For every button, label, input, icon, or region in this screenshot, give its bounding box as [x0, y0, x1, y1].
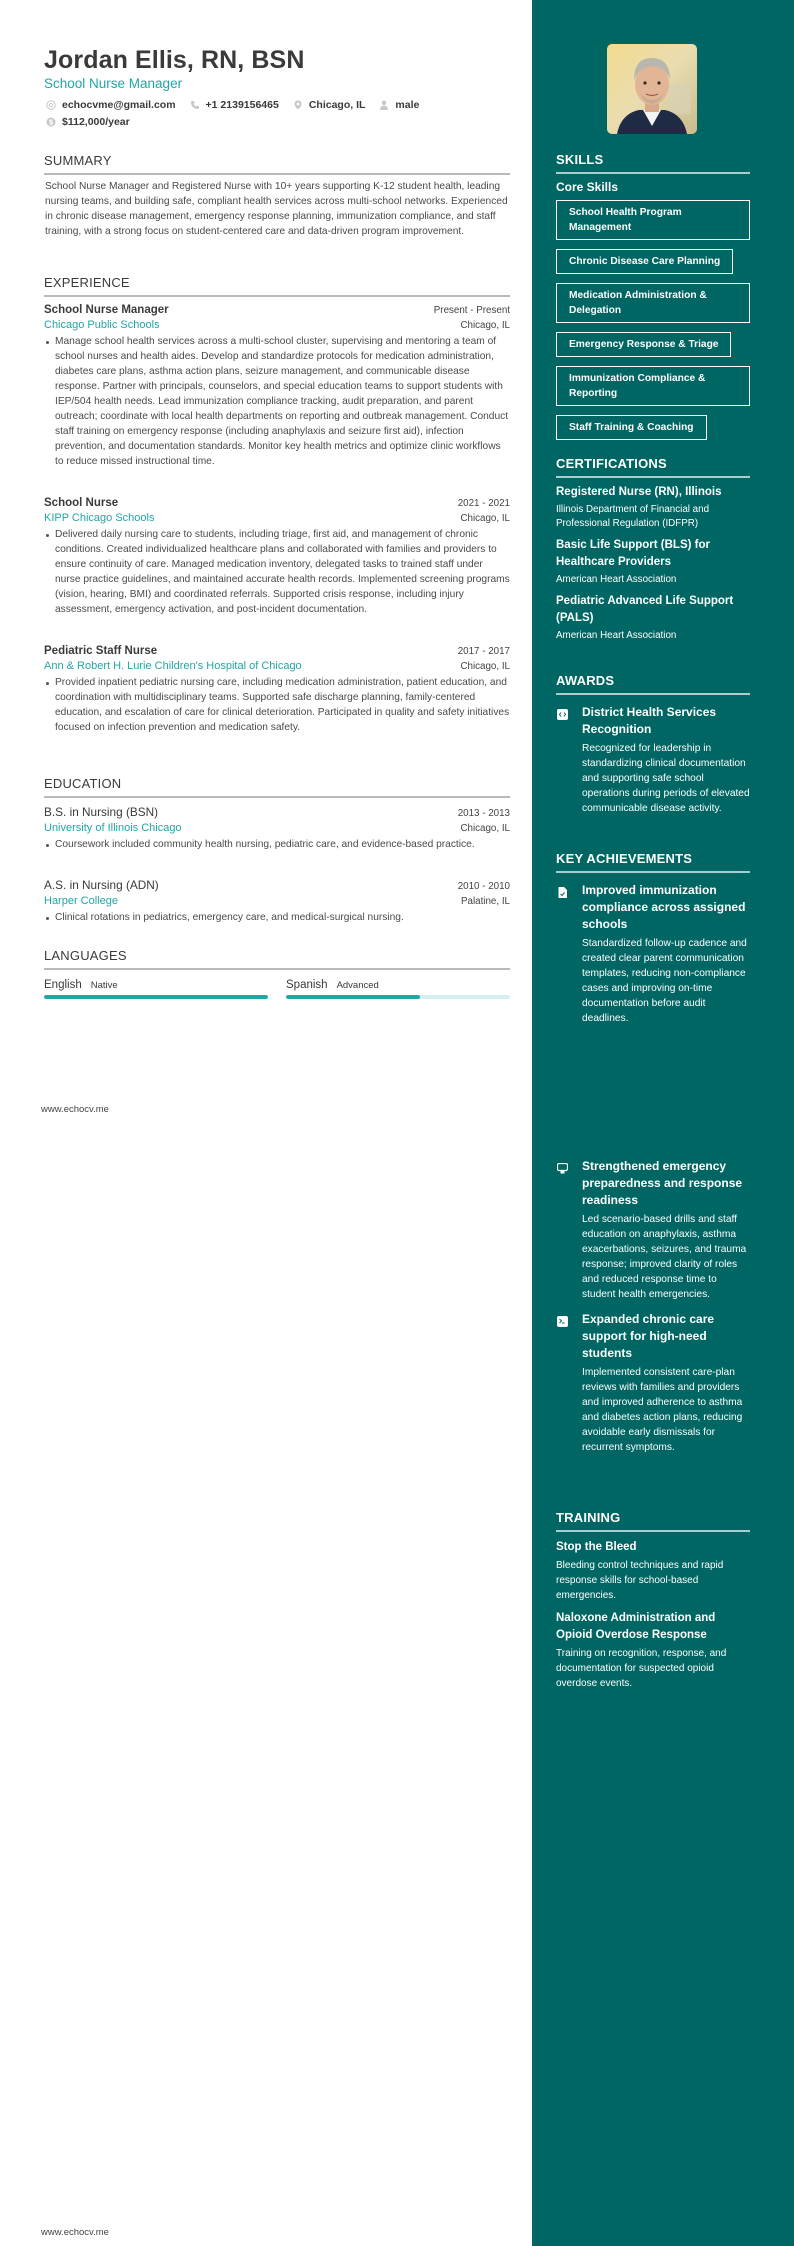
achievement-item — [556, 1158, 750, 1302]
entry-location: Chicago, IL — [460, 513, 510, 524]
achievements-section-continued — [556, 1158, 750, 1455]
entry-organization: Ann & Robert H. Lurie Children's Hospital of Chicago — [44, 660, 302, 672]
entry-bullet: Delivered daily nursing care to students, including triage, first aid, and management of chronic conditions. Created individualized healthcare plans and collaborated with families and providers to ensure continuity of care. Managed medication inventory, delegated tasks to trained staff under nurse practice guidelines, and maintained accurate health records. Implemented screening programs (vision, hearing, BMI) and coordinated referrals. Supported crisis response, including injury assessment, emergency activation, and post-incident documentation. — [44, 527, 510, 617]
entry-bullet: Provided inpatient pediatric nursing care, including medication administration, patient education, and coordination with multidisciplinary teams. Supported safe discharge planning, family-centered education, and escalation of care for clinical deterioration. Participated in quality and safety initiatives focused on infection prevention and medication safety. — [44, 675, 510, 735]
monitor-icon — [556, 1158, 578, 1302]
certification-name: Pediatric Advanced Life Support (PALS) — [556, 595, 734, 624]
training-name: Naloxone Administration and Opioid Overdose Response — [556, 1612, 716, 1641]
achievement-description: Led scenario-based drills and staff education on anaphylaxis, asthma exacerbations, seizures, and trauma response; improved clarity of roles and reduced response time to student health emergencies. — [582, 1214, 747, 1300]
entry-bullet: Manage school health services across a multi-school cluster, supervising and mentoring a team of school nurses and health aides. Develop and standardize protocols for medication administration, diabetes care plans, asthma action plans, seizure management, and communicable disease response. Partner with principals, counselors, and special education teams to support students with IEP/504 health needs. Lead immunization compliance tracking, audit preparation, and parent outreach; coordinate with local health departments on reporting and outbreak management. Conduct staff training on emergency response (including anaphylaxis and seizure first aid), infection prevention, and documentation standards. Monitor key health metrics and optimize clinic workflows to reduce missed instructional time. — [44, 334, 510, 469]
languages-list — [44, 979, 510, 999]
entry-dates: 2017 - 2017 — [457, 646, 510, 657]
contact-phone[interactable] — [190, 99, 279, 111]
training-item — [556, 1539, 750, 1603]
language-proficiency-bar — [44, 995, 268, 999]
candidate-name: Jordan Ellis, RN, BSN — [44, 46, 305, 74]
education-entry — [44, 878, 510, 925]
section-title-languages: LANGUAGES — [44, 948, 510, 970]
entry-dates: Present - Present — [433, 305, 510, 316]
language-item — [286, 979, 510, 999]
entry-school: Harper College — [44, 895, 118, 907]
entry-organization: KIPP Chicago Schools — [44, 512, 155, 524]
certification-item — [556, 537, 750, 587]
experience-entry — [44, 497, 510, 617]
training-description: Training on recognition, response, and documentation for suspected opioid overdose events. — [556, 1648, 727, 1689]
certification-item — [556, 593, 750, 643]
achievement-description: Implemented consistent care-plan reviews with families and providers and improved adherence to asthma and diabetes action plans, reducing avoidable early dismissals for recurrent symptoms. — [582, 1367, 743, 1453]
entry-role: Pediatric Staff Nurse — [44, 645, 158, 657]
achievements-section — [556, 851, 750, 1026]
certification-item — [556, 484, 750, 531]
entry-location: Palatine, IL — [460, 896, 510, 907]
entry-bullet: Clinical rotations in pediatrics, emergency care, and medical-surgical nursing. — [44, 910, 510, 925]
language-proficiency-fill — [286, 995, 420, 999]
language-level: Advanced — [336, 980, 379, 991]
skill-tag: Immunization Compliance & Reporting — [556, 366, 750, 406]
phone-icon — [190, 100, 200, 110]
language-item — [44, 979, 268, 999]
location-value: Chicago, IL — [308, 99, 366, 111]
contact-salary — [46, 116, 130, 128]
section-title-experience: EXPERIENCE — [44, 275, 510, 297]
certification-issuer: American Heart Association — [556, 630, 677, 641]
entry-dates: 2010 - 2010 — [457, 881, 510, 892]
entry-location: Chicago, IL — [460, 661, 510, 672]
experience-section — [44, 275, 510, 297]
language-proficiency-bar — [286, 995, 510, 999]
contact-row — [46, 99, 433, 111]
contact-email[interactable] — [46, 99, 176, 111]
svg-text:$: $ — [48, 118, 54, 127]
certification-issuer: American Heart Association — [556, 574, 677, 585]
entry-dates: 2021 - 2021 — [457, 498, 510, 509]
contact-gender — [379, 99, 419, 111]
award-description: Recognized for leadership in standardizing clinical documentation and supporting safe school operations during periods of elevated communicable disease activity. — [582, 743, 750, 814]
language-proficiency-fill — [44, 995, 268, 999]
skill-tag: Chronic Disease Care Planning — [556, 249, 733, 274]
summary-section — [44, 153, 510, 239]
entry-degree: A.S. in Nursing (ADN) — [44, 878, 159, 892]
education-entry — [44, 805, 510, 852]
certification-name: Basic Life Support (BLS) for Healthcare Providers — [556, 539, 710, 568]
code-badge-icon — [556, 704, 578, 816]
training-description: Bleeding control techniques and rapid response skills for school-based emergencies. — [556, 1560, 724, 1601]
entry-bullet: Coursework included community health nursing, pediatric care, and evidence-based practice. — [44, 837, 510, 852]
skill-tag: Staff Training & Coaching — [556, 415, 707, 440]
award-item — [556, 704, 750, 816]
section-title-awards: AWARDS — [556, 673, 750, 695]
footer-link-page-1[interactable]: www.echocv.me — [41, 1104, 109, 1115]
section-title-certifications: CERTIFICATIONS — [556, 456, 750, 478]
contact-location — [293, 99, 366, 111]
gender-value: male — [395, 99, 420, 111]
skill-list — [556, 200, 750, 449]
entry-location: Chicago, IL — [460, 320, 510, 331]
section-title-summary: SUMMARY — [44, 153, 510, 175]
skill-tag: School Health Program Management — [556, 200, 750, 240]
section-title-achievements: KEY ACHIEVEMENTS — [556, 851, 750, 873]
entry-dates: 2013 - 2013 — [457, 808, 510, 819]
achievement-item — [556, 882, 750, 1026]
document-check-icon — [556, 882, 578, 1026]
awards-section — [556, 673, 750, 816]
summary-text: School Nurse Manager and Registered Nurse with 10+ years supporting K-12 student health, leading nursing teams, and building safe, compliant health services across multi-school networks. Experienced in chronic disease management, emergency response planning, immunization compliance, and staff training, with a strong focus on student-centered care and data-driven program improvement. — [45, 181, 508, 237]
entry-location: Chicago, IL — [460, 823, 510, 834]
language-name: Spanish — [286, 979, 328, 991]
location-pin-icon — [293, 100, 303, 110]
footer-link-page-2[interactable]: www.echocv.me — [41, 2227, 109, 2238]
achievement-title: Expanded chronic care support for high-need students — [582, 1312, 715, 1360]
experience-entry — [44, 304, 510, 469]
education-section — [44, 776, 510, 798]
certification-name: Registered Nurse (RN), Illinois — [556, 486, 722, 498]
achievement-title: Strengthened emergency preparedness and response readiness — [582, 1159, 743, 1207]
section-title-education: EDUCATION — [44, 776, 510, 798]
achievement-title: Improved immunization compliance across assigned schools — [582, 883, 746, 931]
job-title: School Nurse Manager — [44, 76, 183, 91]
email-value: echocvme@gmail.com — [62, 99, 176, 111]
entry-organization: Chicago Public Schools — [44, 319, 160, 331]
language-name: English — [44, 979, 82, 991]
section-title-skills: SKILLS — [556, 152, 750, 174]
section-title-training: TRAINING — [556, 1510, 750, 1532]
experience-entry — [44, 645, 510, 735]
salary-value: $112,000/year — [62, 116, 130, 128]
certifications-section — [556, 456, 750, 643]
achievement-item — [556, 1311, 750, 1455]
contact-row-2 — [46, 116, 144, 128]
entry-role: School Nurse Manager — [44, 304, 169, 316]
training-name: Stop the Bleed — [556, 1541, 637, 1553]
skill-tag: Medication Administration & Delegation — [556, 283, 750, 323]
skill-tag: Emergency Response & Triage — [556, 332, 731, 357]
training-item — [556, 1610, 750, 1691]
profile-photo — [607, 44, 697, 134]
certification-issuer: Illinois Department of Financial and Professional Regulation (IDFPR) — [556, 504, 710, 529]
entry-degree: B.S. in Nursing (BSN) — [44, 805, 159, 819]
training-section — [556, 1510, 750, 1691]
at-icon — [46, 100, 56, 110]
entry-role: School Nurse — [44, 497, 119, 509]
dollar-coin-icon — [46, 117, 56, 127]
achievement-description: Standardized follow-up cadence and created clear parent communication templates, reducing non-compliance cases and improving on-time documentation before audit deadlines. — [582, 938, 747, 1024]
skills-section — [556, 152, 750, 449]
languages-section — [44, 948, 510, 970]
skill-group-label: Core Skills — [556, 180, 619, 194]
terminal-icon — [556, 1311, 578, 1455]
phone-value: +1 2139156465 — [205, 99, 279, 111]
person-icon — [379, 100, 389, 110]
award-title: District Health Services Recognition — [582, 705, 717, 736]
language-level: Native — [90, 980, 118, 991]
entry-school: University of Illinois Chicago — [44, 822, 182, 834]
